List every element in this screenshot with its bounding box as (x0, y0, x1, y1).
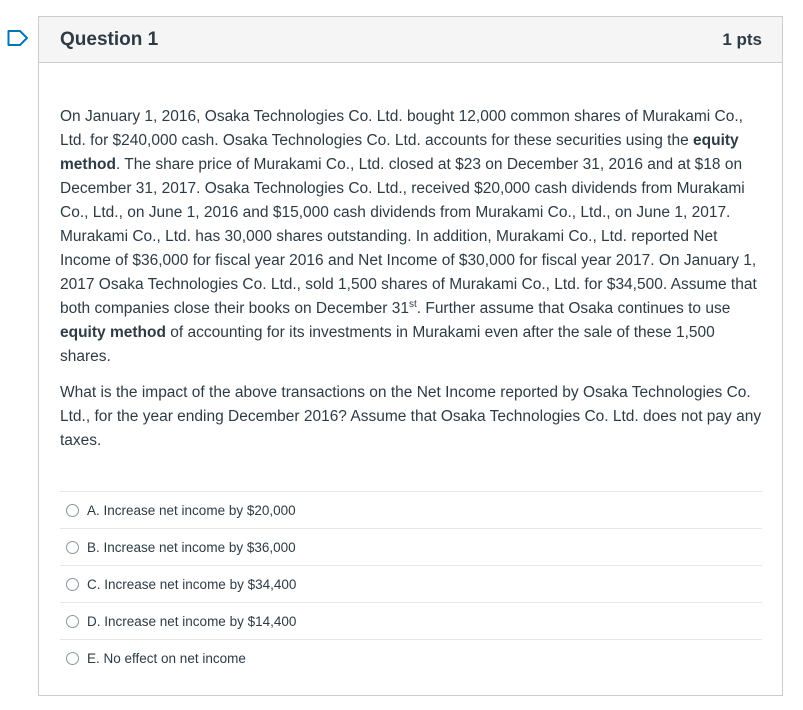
radio-button[interactable] (66, 504, 79, 517)
flag-outline-icon[interactable] (7, 29, 29, 47)
question-paragraph-2: What is the impact of the above transactions on the Net Income reported by Osaka Technologies Co. Ltd., for the year ending December 2016? Assume that Osaka Technologies Co. Ltd. does not pay any taxes. (60, 384, 762, 449)
answer-option-b[interactable] (60, 529, 762, 566)
answer-option-e[interactable] (60, 640, 762, 677)
question-text-part: On January 1, 2016, Osaka Technologies Co. Ltd. bought 12,000 common shares of Murakami Co., Ltd. for $240,000 cash. Osaka Technologies Co. Ltd. accounts for these securities using the (60, 108, 743, 149)
superscript: st (408, 298, 417, 310)
radio-button[interactable] (66, 541, 79, 554)
question-body (39, 63, 782, 677)
emphasis-equity-method: equity method (60, 324, 166, 341)
answer-label[interactable]: D. Increase net income by $14,400 (87, 613, 297, 629)
question-text-part: . The share price of Murakami Co., Ltd. closed at $23 on December 31, 2016 and at $18 on December 31, 2017. Osaka Technologies Co. Ltd., received $20,000 cash dividends from Murakami Co., Ltd., on June 1, 2016 and $15,000 cash dividends from Murakami Co., Ltd., on June 1, 2017. Murakami Co., Ltd. has 30,000 shares outstanding. In addition, Murakami Co., Ltd. reported Net Income of $36,000 for fiscal year 2016 and Net Income of $30,000 for fiscal year 2017. On January 1, 2017 Osaka Technologies Co. Ltd., sold 1,500 shares of Murakami Co., Ltd. for $34,500. Assume that both companies close their books on December 31 (60, 156, 757, 317)
answer-label[interactable]: B. Increase net income by $36,000 (87, 539, 296, 555)
question-paragraph-1 (60, 105, 762, 369)
question-points: 1 pts (722, 29, 762, 49)
question-text-part: . Further assume that Osaka continues to use (416, 300, 731, 317)
answer-option-d[interactable] (60, 603, 762, 640)
answer-label[interactable]: A. Increase net income by $20,000 (87, 502, 296, 518)
radio-button[interactable] (66, 615, 79, 628)
answer-label[interactable]: C. Increase net income by $34,400 (87, 576, 297, 592)
radio-button[interactable] (66, 578, 79, 591)
question-card (38, 16, 783, 696)
question-title: Question 1 (60, 28, 159, 50)
question-header (39, 17, 782, 63)
radio-button[interactable] (66, 652, 79, 665)
answer-list (60, 491, 762, 677)
answer-label[interactable]: E. No effect on net income (87, 651, 246, 666)
question-text-part: of accounting for its investments in Murakami even after the sale of these 1,500 shares. (60, 324, 715, 365)
answer-option-c[interactable] (60, 566, 762, 603)
answer-option-a[interactable] (60, 492, 762, 529)
emphasis-equity-method: equity method (60, 132, 739, 173)
